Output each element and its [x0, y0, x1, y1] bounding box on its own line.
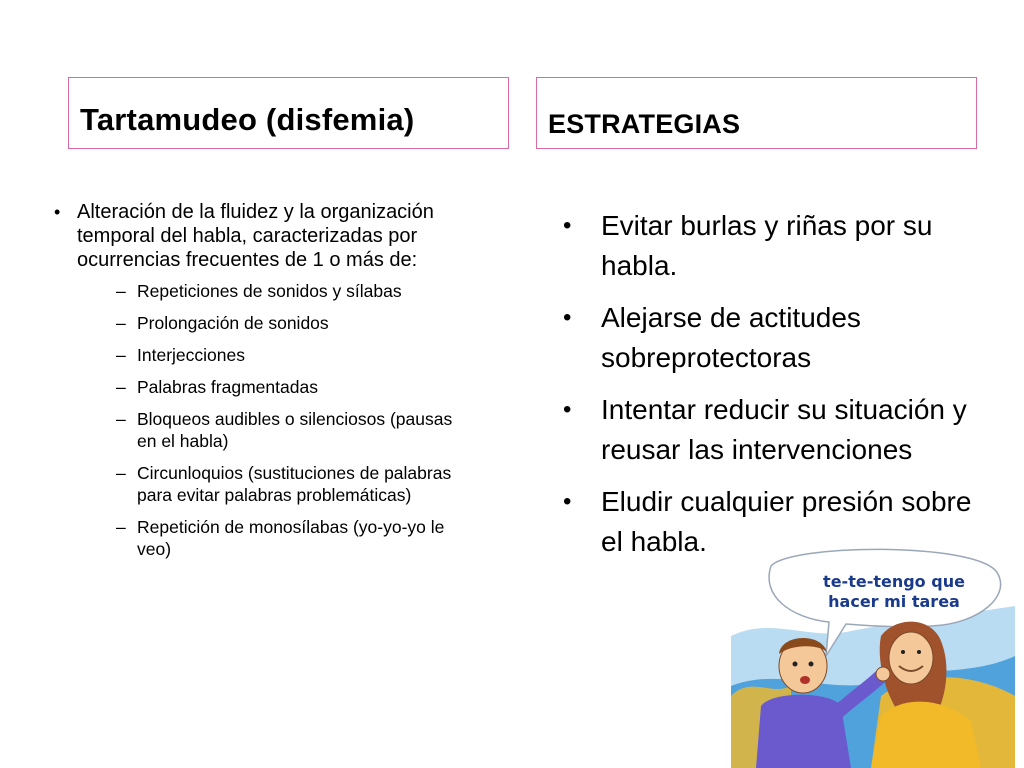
strategy-text: Intentar reducir su situación y reusar las intervenciones — [601, 394, 967, 465]
dash-icon: – — [116, 281, 126, 301]
bullet-icon: • — [563, 304, 572, 331]
strategies-column — [561, 206, 981, 574]
strategy-text: Eludir cualquier presión sobre el habla. — [601, 486, 972, 557]
symptom-item — [116, 516, 474, 560]
title-tartamudeo: Tartamudeo (disfemia) — [80, 102, 415, 137]
dash-icon: – — [116, 463, 126, 483]
symptom-text: Interjecciones — [137, 345, 245, 365]
definition-bullet — [54, 200, 474, 272]
bullet-icon: • — [563, 396, 572, 423]
speech-line-1: te-te-tengo que — [823, 572, 965, 591]
dash-icon: – — [116, 517, 126, 537]
symptom-text: Circunloquios (sustituciones de palabras para evitar palabras problemáticas) — [137, 463, 452, 505]
symptom-text: Prolongación de sonidos — [137, 313, 329, 333]
symptom-item — [116, 376, 474, 398]
symptom-item — [116, 344, 474, 366]
definition-column — [54, 200, 474, 570]
title-box-estrategias — [536, 77, 977, 149]
dash-icon: – — [116, 313, 126, 333]
bullet-icon: • — [563, 212, 572, 239]
strategy-text: Evitar burlas y riñas por su habla. — [601, 210, 933, 281]
strategy-item — [561, 390, 981, 470]
dash-icon: – — [116, 345, 126, 365]
symptom-item — [116, 408, 474, 452]
strategy-item — [561, 206, 981, 286]
symptom-list — [54, 280, 474, 560]
bullet-icon: • — [563, 488, 572, 515]
symptom-item — [116, 280, 474, 302]
symptom-item — [116, 462, 474, 506]
dash-icon: – — [116, 377, 126, 397]
stuttering-child-illustration — [731, 546, 1015, 768]
strategy-text: Alejarse de actitudes sobreprotectoras — [601, 302, 861, 373]
symptom-text: Repeticiones de sonidos y sílabas — [137, 281, 402, 301]
strategy-item — [561, 298, 981, 378]
symptom-item — [116, 312, 474, 334]
symptom-text: Palabras fragmentadas — [137, 377, 318, 397]
symptom-text: Bloqueos audibles o silenciosos (pausas en el habla) — [137, 409, 453, 451]
dash-icon: – — [116, 409, 126, 429]
bullet-icon: • — [54, 202, 61, 222]
title-box-tartamudeo — [68, 77, 509, 149]
symptom-text: Repetición de monosílabas (yo-yo-yo le veo) — [137, 517, 445, 559]
speech-bubble-text — [819, 572, 969, 612]
speech-line-2: hacer mi tarea — [828, 592, 960, 611]
title-estrategias: ESTRATEGIAS — [548, 109, 741, 139]
definition-text: Alteración de la fluidez y la organización temporal del habla, caracterizadas por ocurrencias frecuentes de 1 o más de: — [77, 201, 434, 271]
